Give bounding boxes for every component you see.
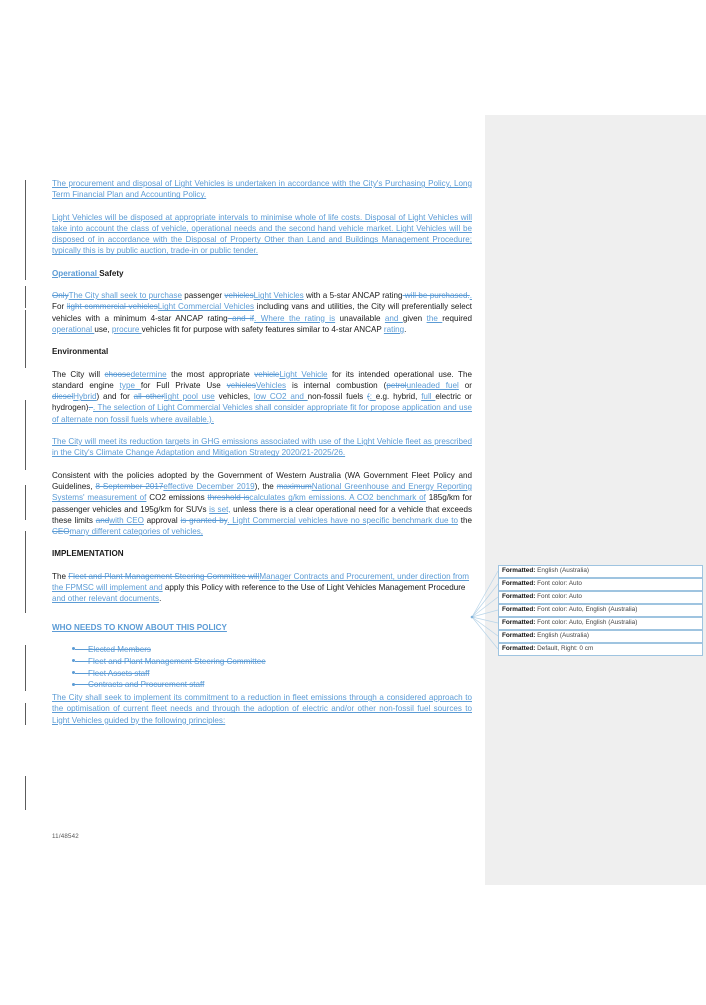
callout-value: English (Australia) [537, 567, 590, 574]
static-text: electric or hydrogen) [52, 392, 472, 413]
change-bar [25, 776, 26, 810]
inserted-text: . The selection of Light Commercial Vehicles shall consider appropriate fit for propose application and use of alternate non fossil fuels where available.). [52, 403, 472, 424]
list-item-label: Fleet and Plant Management Steering Committee [88, 656, 266, 666]
inserted-text: unleaded fuel [406, 380, 459, 390]
deleted-text: and [95, 515, 110, 525]
inserted-text: type [119, 380, 141, 390]
formatted-callout[interactable] [498, 578, 703, 591]
static-text: use, [94, 324, 112, 334]
callout-value: Font color: Auto [537, 593, 582, 600]
change-bar [25, 180, 26, 280]
deleted-text: Fleet and Plant Management Steering Committee will [68, 571, 260, 581]
callout-label: Formatted: [502, 632, 536, 639]
callout-label: Formatted: [502, 567, 536, 574]
formatted-callout[interactable] [498, 643, 703, 656]
formatted-callout[interactable] [498, 565, 703, 578]
list-item [52, 656, 472, 668]
static-text: given [402, 313, 427, 323]
deleted-text: vehicles [224, 291, 254, 301]
deleted-text: all other [133, 392, 164, 402]
callout-value: Font color: Auto, English (Australia) [537, 619, 638, 626]
list-item [52, 644, 472, 656]
inserted-text: . Where the rating is [254, 313, 336, 323]
static-text: The City will [52, 369, 105, 379]
inserted-text: is set, [209, 504, 231, 514]
change-bar [25, 531, 26, 613]
paragraph-environmental [52, 369, 472, 425]
static-text: non-fossil fuels [307, 392, 367, 402]
paragraph-disposal [52, 212, 472, 257]
change-bar [25, 645, 26, 691]
static-text: The [52, 571, 69, 581]
inserted-text: full [421, 392, 436, 402]
static-text: vehicles fit for purpose with safety features similar to 4-star ANCAP [141, 324, 384, 334]
callout-label: Formatted: [502, 606, 536, 613]
callout-label: Formatted: [502, 593, 536, 600]
list-item-label: Elected Members [88, 644, 151, 654]
static-text: required [442, 313, 472, 323]
inserted-text: calculates g/km emissions. A CO2 benchmark of [249, 493, 426, 503]
heading-who-needs-to-know [52, 622, 472, 633]
callout-label: Formatted: [502, 619, 536, 626]
inserted-text: and [384, 313, 403, 323]
static-text: e.g. hybrid, [375, 392, 422, 402]
change-bar [25, 485, 26, 520]
heading-environmental [52, 346, 472, 357]
deleted-text: Only [52, 291, 69, 301]
static-text: unless there is a clear operational need for a vehicle that exceeds these limits [52, 504, 473, 525]
deleted-text: threshold is [207, 493, 250, 503]
deleted-text: light commercial vehicles [66, 302, 158, 312]
change-bar [25, 400, 26, 470]
inserted-text: WHO NEEDS TO KNOW ABOUT THIS POLICY [52, 622, 227, 632]
formatted-callout[interactable] [498, 617, 703, 630]
callout-label: Formatted: [502, 645, 536, 652]
static-text: 185g/km for passenger vehicles and 195g/km for SUVs [52, 493, 472, 514]
static-text: For [52, 302, 67, 312]
strikethrough-rule [75, 649, 88, 650]
callout-value: Default, Right: 0 cm [537, 645, 594, 652]
deleted-text: will be purchased. [402, 291, 470, 301]
inserted-text: determine [130, 369, 167, 379]
static-text: the [458, 515, 472, 525]
strikethrough-rule [75, 673, 88, 674]
static-text: ) and for [96, 392, 134, 402]
markup-margin-area [485, 115, 706, 885]
change-bar [25, 310, 26, 368]
static-text: is internal combustion ( [286, 380, 387, 390]
list-item-label: Contracts and Procurement staff [88, 680, 205, 690]
inserted-text: . Light Commercial vehicles have no specific benchmark due to [227, 515, 458, 525]
inserted-text: National Greenhouse and Energy Reporting Systems' measurement of [52, 481, 472, 503]
inserted-text: effective December 2019 [163, 481, 255, 491]
deleted-text: choose [104, 369, 131, 379]
inserted-text: procure [111, 324, 142, 334]
formatted-callout[interactable] [498, 591, 703, 604]
static-text: the most appropriate [166, 369, 255, 379]
static-text: Safety [99, 268, 124, 278]
static-text: ), the [254, 481, 277, 491]
heading-operational-safety [52, 268, 472, 279]
formatted-callout[interactable] [498, 630, 703, 643]
inserted-text: and other relevant documents [52, 594, 160, 604]
strikethrough-rule [75, 661, 88, 662]
static-text: CO2 emissions [146, 493, 208, 503]
inserted-text: Light Vehicles will be disposed at appropriate intervals to minimise whole of life costs. Disposal of Light Vehicles will take into account the class of vehicle, operational needs and the second hand vehicle market. Light Vehicles will be disposed of in accordance with the Disposal of Property Other than Land and Buildings Management Procedure; typically this is by public auction, trade-in or public tender. [52, 212, 472, 256]
static-text: for its intended operational use. The standard engine [52, 369, 472, 390]
deleted-text: 8 September 2017 [95, 481, 164, 491]
deleted-text: diesel [52, 392, 74, 402]
document-text-body [52, 178, 472, 726]
static-text: . [159, 594, 162, 604]
static-text: apply this Policy with reference to the Use of Light Vehicles Management Procedure [162, 583, 466, 593]
inserted-text: Light Vehicles [253, 291, 304, 301]
inserted-text: Light Commercial Vehicles [157, 302, 255, 312]
list-item-label: Fleet Assets staff [88, 668, 150, 678]
paragraph-safety [52, 290, 472, 335]
paragraph-emission-principles [52, 692, 472, 726]
change-bar [25, 703, 26, 725]
deleted-text: vehicles [226, 380, 256, 390]
inserted-text: . [469, 291, 472, 301]
static-text: Consistent with the policies adopted by the Government of Western Australia (WA Government Fleet Policy and Guidelines, [52, 470, 472, 491]
heading-implementation [52, 548, 472, 559]
deleted-text: maximum [276, 481, 312, 491]
change-bar [25, 286, 26, 308]
deleted-text: CEO [52, 527, 70, 537]
inserted-text: many different categories of vehicles, [69, 527, 204, 537]
deleted-text: vehicle [254, 369, 280, 379]
inserted-text: Operational [52, 268, 100, 278]
audience-bullet-list [52, 644, 472, 691]
paragraph-procurement [52, 178, 472, 201]
static-text: IMPLEMENTATION [52, 549, 124, 559]
static-text: for Full Private Use [140, 380, 227, 390]
deleted-text: ( [367, 392, 370, 402]
static-text: Environmental [52, 347, 109, 357]
static-text: unavailable [335, 313, 385, 323]
paragraph-ghg-targets [52, 436, 472, 459]
callout-label: Formatted: [502, 580, 536, 587]
inserted-text: The procurement and disposal of Light Vehicles is undertaken in accordance with the City's Purchasing Policy, Long Term Financial Plan and Accounting Policy. [52, 179, 472, 200]
deleted-text: . [88, 403, 94, 413]
inserted-text: rating [383, 324, 405, 334]
formatted-callout[interactable] [498, 604, 703, 617]
inserted-text: The City shall seek to purchase [68, 291, 182, 301]
callout-value: Font color: Auto [537, 580, 582, 587]
deleted-text: is granted by [180, 515, 228, 525]
paragraph-consistent-policies [52, 470, 472, 538]
deleted-text: and if [227, 313, 255, 323]
static-text: vehicles, [214, 392, 254, 402]
static-text: including vans and utilities, the City will preferentially select vehicles with a minimum 4-star ANCAP rating [52, 302, 472, 323]
callout-value: Font color: Auto, English (Australia) [537, 606, 638, 613]
inserted-text: with CEO [109, 515, 144, 525]
inserted-text: low CO2 and [253, 392, 308, 402]
callout-value: English (Australia) [537, 632, 590, 639]
strikethrough-rule [75, 684, 88, 685]
list-item [52, 679, 472, 691]
inserted-text: Hybrid [73, 392, 97, 402]
static-text: . [404, 324, 407, 334]
footer-document-reference: 11/48542 [52, 833, 79, 840]
inserted-text: operational [52, 324, 95, 334]
static-text: with a 5-star ANCAP rating [303, 291, 403, 301]
static-text: approval [143, 515, 181, 525]
list-item [52, 668, 472, 680]
static-text: or [458, 380, 472, 390]
deleted-text: petrol [386, 380, 407, 390]
inserted-text: the [426, 313, 443, 323]
inserted-text: Light Vehicle [279, 369, 328, 379]
inserted-text: : [369, 392, 376, 402]
paragraph-implementation [52, 571, 472, 605]
inserted-text: Vehicles [255, 380, 287, 390]
inserted-text: The City shall seek to implement its commitment to a reduction in fleet emissions through a considered approach to the optimisation of current fleet needs and through the adoption of electric and/or other non-fossil fuel sources to Light Vehicles guided by the following principles: [52, 693, 472, 725]
static-text: passenger [181, 291, 225, 301]
inserted-text: light pool use [163, 392, 215, 402]
inserted-text: The City will meet its reduction targets in GHG emissions associated with use of the Light Vehicle fleet as prescribed in the City's Climate Change Adaptation and Mitigation Strategy 2020/21-2025/26. [52, 437, 472, 458]
inserted-text: Manager Contracts and Procurement, under direction from the FPMSC will implement and [52, 571, 470, 593]
